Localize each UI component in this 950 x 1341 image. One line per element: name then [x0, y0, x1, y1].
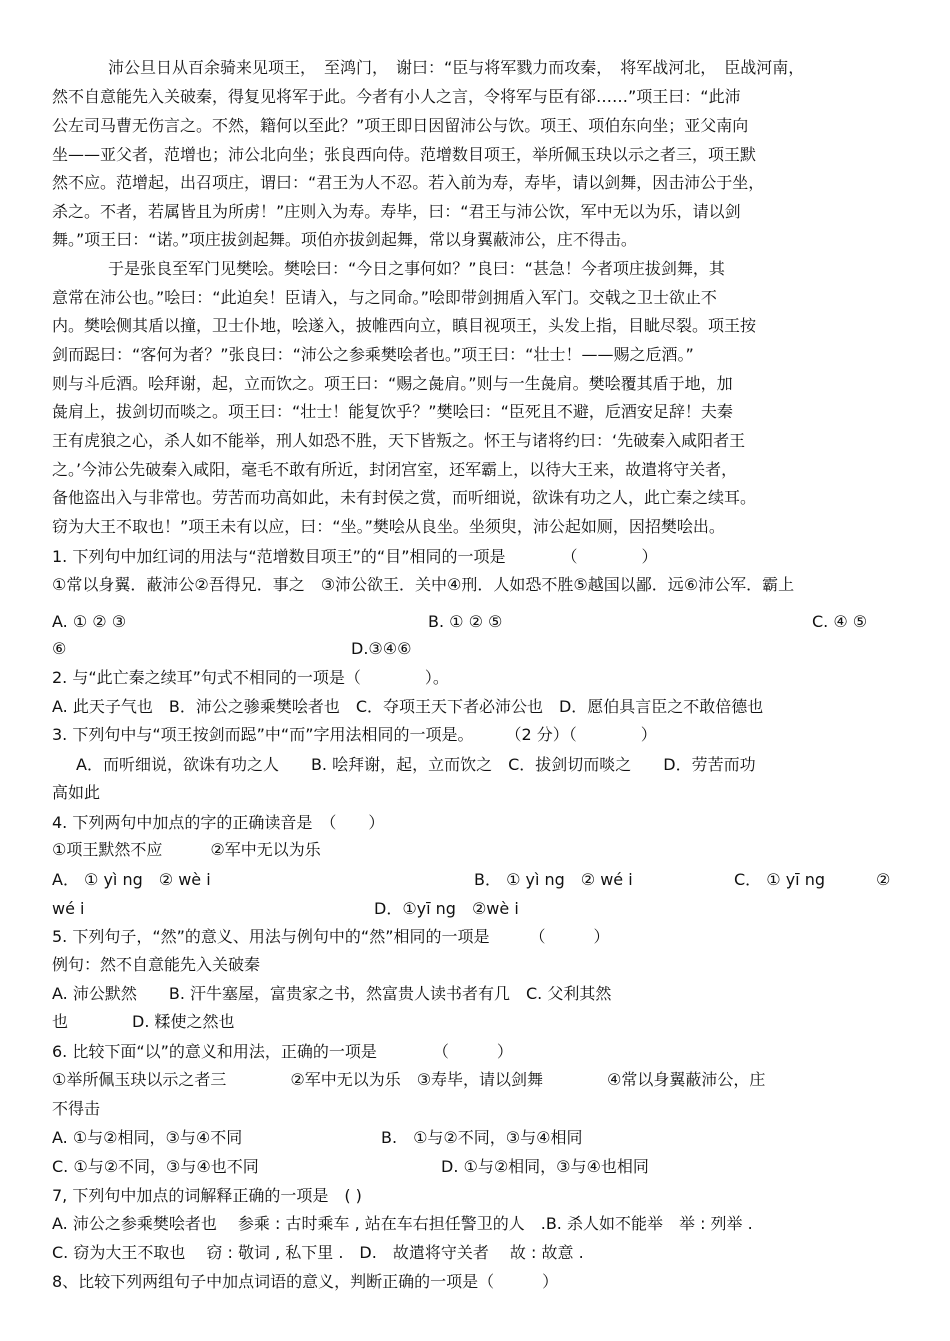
question-3-stem: 3. 下列句中与“项王按剑而跽”中“而”字用法相同的一项是。 （2 分）（ ） [52, 725, 657, 744]
question-4-option-c-tail: wé i [52, 899, 85, 918]
question-6-option-a: A. ①与②相同，③与④不同 [52, 1128, 243, 1147]
question-7-options-cd: C. 窃为大王不取也 窃 : 敬词 , 私下里 . D. 故遣将守关者 故 : 故意 . [52, 1243, 584, 1262]
passage-line: 公左司马曹无伤言之。不然，籍何以至此？”项王即日因留沛公与饮。项王、项伯东向坐；亚父南向 [52, 116, 749, 135]
question-4-option-d: D．①yī ng ②wè i [374, 899, 519, 918]
passage-line: 坐——亚父者，范增也；沛公北向坐；张良西向侍。范增数目项王，举所佩玉玦以示之者三，项王默 [52, 145, 757, 164]
question-4-option-a: A． ① yì ng ② wè i [52, 870, 211, 889]
passage-line: 窃为大王不取也！”项王未有以应，曰：“坐。”樊哙从良坐。坐须臾，沛公起如厕，因招樊哙出。 [52, 517, 725, 536]
question-1-option-c-tail: ⑥ [52, 639, 67, 658]
question-4-stem: 4. 下列两句中加点的字的正确读音是 （ ） [52, 813, 385, 832]
passage-line: 然不应。范增起，出召项庄，谓曰：“君王为人不忍。若入前为寿，寿毕，请以剑舞，因击沛公于坐， [52, 173, 765, 192]
passage-line: 之。’今沛公先破秦入咸阳，毫毛不敢有所近，封闭宫室，还军霸上，以待大王来，故遣将守关者， [52, 460, 738, 479]
passage-line: 彘肩上，拔剑切而啖之。项王曰：“壮士！能复饮乎？”樊哙曰：“臣死且不避，卮酒安足辞！夫秦 [52, 402, 733, 421]
question-1-items: ①常以身翼．蔽沛公②吾得兄．事之 ③沛公欲王．关中④刑．人如恐不胜⑤越国以鄙．远⑥沛公军．霸上 [52, 575, 795, 594]
question-4-items: ①项王默然不应 ②军中无以为乐 [52, 840, 321, 859]
question-2-stem: 2. 与“此亡秦之续耳”句式不相同的一项是（ ）。 [52, 668, 449, 687]
question-2-options: A. 此天子气也 B．沛公之骖乘樊哙者也 C．夺项王天下者必沛公也 D．愿伯具言臣之不敢倍德也 [52, 697, 764, 716]
question-4-option-c-mark: ② [876, 870, 891, 889]
question-6-items: ①举所佩玉玦以示之者三 ②军中无以为乐 ③寿毕，请以剑舞 ④常以身翼蔽沛公，庄 [52, 1070, 766, 1089]
question-1-option-b: B. ① ② ⑤ [428, 612, 503, 631]
passage-line: 然不自意能先入关破秦，得复见将军于此。今者有小人之言，令将军与臣有郤……”项王曰：“此沛 [52, 87, 741, 106]
question-6-option-c: C. ①与②不同，③与④也不同 [52, 1157, 259, 1176]
question-6-option-d: D. ①与②相同，③与④也相同 [441, 1157, 649, 1176]
passage-line: 沛公旦日从百余骑来见项王， 至鸿门， 谢曰：“臣与将军戮力而攻秦， 将军战河北， 臣战河南， [108, 58, 805, 77]
question-4-option-b: B． ① yì ng ② wé i [474, 870, 633, 889]
passage-line: 杀之。不者，若属皆且为所虏！”庄则入为寿。寿毕，曰：“君王与沛公饮，军中无以为乐，请以剑 [52, 202, 741, 221]
passage-line: 王有虎狼之心，杀人如不能举，刑人如恐不胜，天下皆叛之。怀王与诸将约曰：‘先破秦入咸阳者王 [52, 431, 746, 450]
question-1-stem: 1. 下列句中加红词的用法与“范增数目项王”的“目”相同的一项是 （ ） [52, 547, 658, 566]
passage-line: 剑而跽曰：“客何为者？”张良曰：“沛公之参乘樊哙者也。”项王曰：“壮士！——赐之卮酒。” [52, 345, 694, 364]
question-6-stem: 6. 比较下面“以”的意义和用法，正确的一项是 （ ） [52, 1042, 513, 1061]
question-1-option-d: D.③④⑥ [351, 639, 412, 658]
question-8-stem: 8、比较下列两组句子中加点词语的意义，判断正确的一项是（ ） [52, 1272, 559, 1291]
question-1-option-a: A. ① ② ③ [52, 612, 127, 631]
question-6-option-b: B. ①与②不同，③与④相同 [381, 1128, 583, 1147]
question-5-stem: 5. 下列句子，“然”的意义、用法与例句中的“然”相同的一项是 （ ） [52, 927, 610, 946]
question-3-options-tail: 高如此 [52, 783, 101, 802]
passage-line: 意常在沛公也。”哙曰：“此迫矣！臣请入，与之同命。”哙即带剑拥盾入军门。交戟之卫士欲止不 [52, 288, 717, 307]
passage-line: 于是张良至军门见樊哙。樊哙曰：“今日之事何如？”良曰：“甚急！今者项庄拔剑舞，其 [108, 259, 725, 278]
question-5-example: 例句：然不自意能先入关破秦 [52, 955, 261, 974]
passage-line: 舞。”项王曰：“诺。”项庄拔剑起舞。项伯亦拔剑起舞，常以身翼蔽沛公，庄不得击。 [52, 230, 637, 249]
question-4-option-c: C． ① yī ng [734, 870, 825, 889]
question-7-options-ab: A. 沛公之参乘樊哙者也 参乘 : 古时乘车 , 站在车右担任警卫的人 .B. 杀人如不能举 举 : 列举 . [52, 1214, 753, 1233]
passage-line: 内。樊哙侧其盾以撞，卫士仆地，哙遂入，披帷西向立，瞋目视项王，头发上指，目眦尽裂。项王按 [52, 316, 757, 335]
question-3-options: A．而听细说，欲诛有功之人 B. 哙拜谢，起，立而饮之 C．拔剑切而啖之 D．劳苦而功 [76, 755, 756, 774]
question-7-stem: 7, 下列句中加点的词解释正确的一项是 ( ) [52, 1186, 362, 1205]
question-6-items-tail: 不得击 [52, 1099, 101, 1118]
passage-line: 备他盗出入与非常也。劳苦而功高如此，未有封侯之赏，而听细说，欲诛有功之人，此亡秦之续耳。 [52, 488, 757, 507]
question-1-option-c: C. ④ ⑤ [812, 612, 868, 631]
passage-line: 则与斗卮酒。哙拜谢，起，立而饮之。项王曰：“赐之彘肩。”则与一生彘肩。樊哙覆其盾于地，加 [52, 374, 733, 393]
question-5-options: A. 沛公默然 B. 汗牛塞屋，富贵家之书，然富贵人读书者有几 C. 父利其然 [52, 984, 612, 1003]
question-5-options-tail: 也 D. 糅使之然也 [52, 1012, 235, 1031]
